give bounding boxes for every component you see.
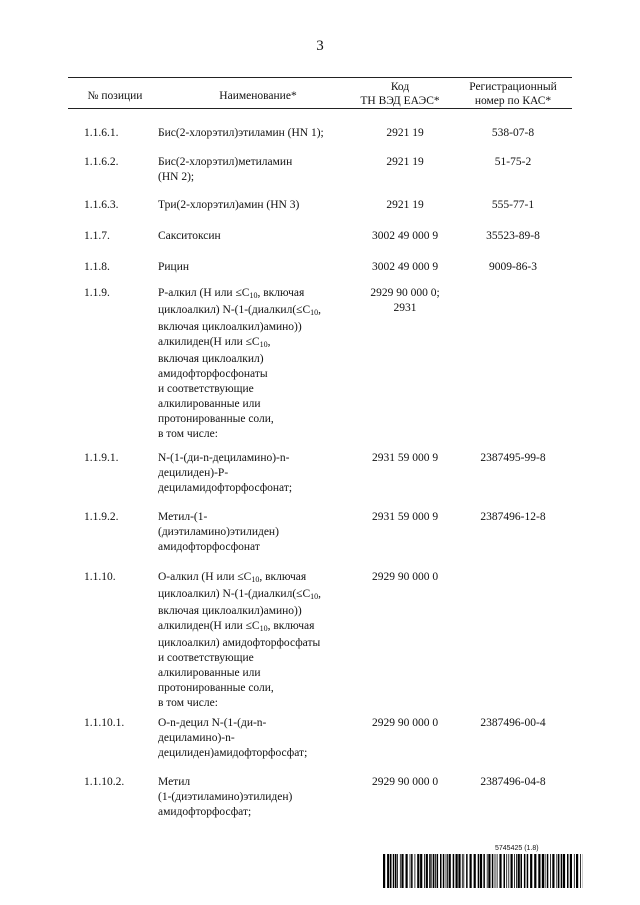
- name-cell-line: (диэтиламино)этилиден): [158, 526, 279, 538]
- name-cell-line: алкилированные или: [158, 398, 261, 410]
- code-cell-line: 2929 90 000 0: [371, 776, 439, 788]
- code-cell-line: 2921 19: [386, 127, 424, 139]
- table-header-rule: [68, 108, 572, 109]
- name-cell-line: децилиден)-P-: [158, 467, 229, 479]
- name-cell-line: Метил-(1-: [158, 511, 208, 523]
- code-cell-line: 2929 90 000 0;: [370, 287, 440, 299]
- code-cell: [360, 229, 450, 244]
- position-cell: 1.1.6.1.: [84, 127, 119, 139]
- code-cell-line: 2921 19: [386, 156, 424, 168]
- code-cell: [360, 198, 450, 213]
- code-cell: [360, 260, 450, 275]
- name-cell-line: (1-(диэтиламино)этилиден): [158, 791, 293, 803]
- name-cell-line: N-(1-(ди-n-дециламино)-n-: [158, 452, 290, 464]
- code-cell: [360, 775, 450, 790]
- header-code: [350, 80, 450, 108]
- name-cell-line: (HN 2);: [158, 171, 195, 183]
- code-cell-line: 2921 19: [386, 199, 424, 211]
- header-name: Наименование*: [219, 90, 297, 102]
- name-cell: [158, 286, 358, 442]
- name-cell-line: децилиден)амидофторфосфат;: [158, 747, 308, 759]
- position-cell: 1.1.6.3.: [84, 199, 119, 211]
- name-cell-line: в том числе:: [158, 428, 218, 440]
- code-cell: [360, 716, 450, 731]
- name-cell-line: алкилиден(H или $\le C_{10}$, включая: [158, 620, 315, 633]
- name-cell-line: Метил: [158, 776, 191, 788]
- name-cell-line: Сакситоксин: [158, 230, 221, 242]
- code-cell: [360, 451, 450, 466]
- name-cell-line: циклоалкил) $N-(1-(диалкил(\le C_{10}$,: [158, 588, 322, 601]
- code-cell-line: 3002 49 000 9: [371, 261, 439, 273]
- name-cell-line: амидофторфосфонаты: [158, 368, 268, 380]
- name-cell-line: и соответствующие: [158, 383, 254, 395]
- table-top-rule: [68, 77, 572, 78]
- code-cell-line: 2929 90 000 0: [371, 717, 439, 729]
- position-cell: 1.1.6.2.: [84, 156, 119, 168]
- cas-cell: 2387496-04-8: [480, 776, 546, 788]
- position-cell: 1.1.9.: [84, 287, 110, 299]
- barcode-bars: [383, 854, 583, 888]
- cas-cell: 51-75-2: [494, 156, 532, 168]
- header-reg-line1: Регистрационный: [469, 81, 557, 93]
- code-cell: [360, 570, 450, 585]
- name-cell: [158, 775, 358, 820]
- cas-cell: 538-07-8: [491, 127, 535, 139]
- position-cell: 1.1.9.2.: [84, 511, 119, 523]
- barcode: [383, 845, 583, 891]
- name-cell: [158, 510, 358, 555]
- name-cell: [158, 570, 358, 711]
- name-cell-line: циклоалкил) $N-(1-(диалкил(\le C_{10}$,: [158, 304, 322, 317]
- name-cell-line: циклоалкил) амидофторфосфаты: [158, 637, 321, 649]
- cas-cell: 2387496-00-4: [480, 717, 546, 729]
- header-code-line1: Код: [390, 81, 410, 93]
- name-cell-line: алкилиден(H или $\le C_{10}$,: [158, 336, 271, 349]
- name-cell-line: в том числе:: [158, 697, 218, 709]
- header-reg: [452, 80, 574, 108]
- name-cell-line: Три(2-хлорэтил)амин (HN 3): [158, 199, 300, 211]
- name-cell: [158, 260, 358, 275]
- code-cell-line: 3002 49 000 9: [371, 230, 439, 242]
- code-cell: [360, 510, 450, 525]
- position-cell: 1.1.9.1.: [84, 452, 119, 464]
- cas-cell: 2387496-12-8: [480, 511, 546, 523]
- barcode-label: 5745425 (1.8): [495, 845, 539, 852]
- name-cell-line: O-алкил (H или $\le C_{10}$, включая: [158, 571, 307, 584]
- name-cell-line: включая циклоалкил)амино)): [158, 321, 302, 333]
- name-cell: [158, 716, 358, 761]
- name-cell-line: и соответствующие: [158, 652, 254, 664]
- code-cell-line: 2931 59 000 9: [371, 511, 439, 523]
- code-cell: [360, 126, 450, 141]
- name-cell-line: Бис(2-хлорэтил)этиламин (HN 1);: [158, 127, 324, 139]
- code-cell: [360, 286, 450, 316]
- cas-cell: 2387495-99-8: [480, 452, 546, 464]
- name-cell: [158, 451, 358, 496]
- position-cell: 1.1.10.1.: [84, 717, 125, 729]
- name-cell-line: амидофторфосфонат: [158, 541, 260, 553]
- code-cell-line: 2929 90 000 0: [371, 571, 439, 583]
- name-cell-line: P-алкил (H или $\le C_{10}$, включая: [158, 287, 305, 300]
- name-cell-line: дециламино)-n-: [158, 732, 235, 744]
- name-cell-line: дециламидофторфосфонат;: [158, 482, 293, 494]
- cas-cell: 555-77-1: [491, 199, 535, 211]
- name-cell-line: протонированные соли,: [158, 682, 274, 694]
- name-cell: [158, 155, 358, 185]
- name-cell-line: включая циклоалкил): [158, 353, 264, 365]
- code-cell-line: 2931 59 000 9: [371, 452, 439, 464]
- code-cell-line: 2931: [393, 302, 417, 314]
- name-cell-line: амидофторфосфат;: [158, 806, 252, 818]
- position-cell: 1.1.8.: [84, 261, 110, 273]
- name-cell: [158, 126, 358, 141]
- name-cell: [158, 198, 358, 213]
- header-reg-line2: номер по КАС*: [474, 95, 552, 107]
- cas-cell: 9009-86-3: [489, 261, 537, 273]
- page-number: 3: [316, 38, 324, 54]
- header-code-line2: ТН ВЭД ЕАЭС*: [360, 95, 440, 107]
- name-cell-line: протонированные соли,: [158, 413, 274, 425]
- code-cell: [360, 155, 450, 170]
- name-cell-line: алкилированные или: [158, 667, 261, 679]
- position-cell: 1.1.10.2.: [84, 776, 125, 788]
- header-position: № позиции: [87, 90, 143, 102]
- name-cell-line: O-n-децил N-(1-(ди-n-: [158, 717, 267, 729]
- position-cell: 1.1.7.: [84, 230, 110, 242]
- name-cell-line: Бис(2-хлорэтил)метиламин: [158, 156, 293, 168]
- name-cell: [158, 229, 358, 244]
- position-cell: 1.1.10.: [84, 571, 116, 583]
- cas-cell: 35523-89-8: [486, 230, 540, 242]
- name-cell-line: включая циклоалкил)амино)): [158, 605, 302, 617]
- name-cell-line: Рицин: [158, 261, 190, 273]
